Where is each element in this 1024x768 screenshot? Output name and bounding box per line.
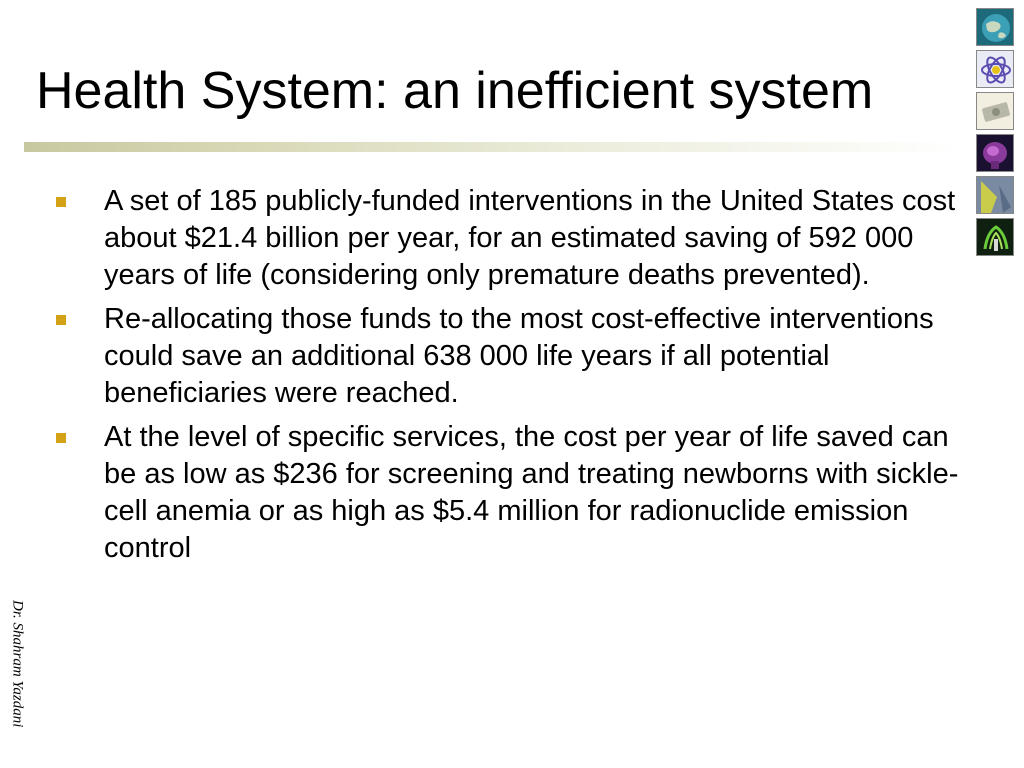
- author-signature: [0, 600, 34, 760]
- author-name: Dr. Shahram Yazdani: [9, 600, 26, 728]
- bullet-item: [56, 183, 966, 294]
- slide-title: Health System: an inefficient system: [36, 62, 874, 120]
- square-bullet-icon: [56, 197, 66, 207]
- bullet-list: [56, 183, 966, 574]
- square-bullet-icon: [56, 315, 66, 325]
- bullet-item: [56, 301, 966, 412]
- decorative-thumbnail-strip: [976, 8, 1016, 260]
- square-bullet-icon: [56, 433, 66, 443]
- bullet-item: [56, 419, 966, 567]
- money-icon: [976, 92, 1014, 130]
- bullet-text: At the level of specific services, the cost per year of life saved can be as low as $236 for screening and treating newborns with sickle-cell anemia or as high as $5.4 million for radionuclide emission control: [104, 421, 959, 564]
- microscope-icon: [976, 218, 1014, 256]
- title-underline: [24, 142, 964, 152]
- brain-icon: [976, 134, 1014, 172]
- bullet-text: A set of 185 publicly-funded interventions in the United States cost about $21.4 billion per year, for an estimated saving of 592 000 years of life (considering only premature deaths prevented).: [104, 185, 956, 291]
- bullet-text: Re-allocating those funds to the most cost-effective interventions could save an additional 638 000 life years if all potential beneficiaries were reached.: [104, 303, 934, 409]
- nature-icon: [976, 176, 1014, 214]
- atom-icon: [976, 50, 1014, 88]
- globe-icon: [976, 8, 1014, 46]
